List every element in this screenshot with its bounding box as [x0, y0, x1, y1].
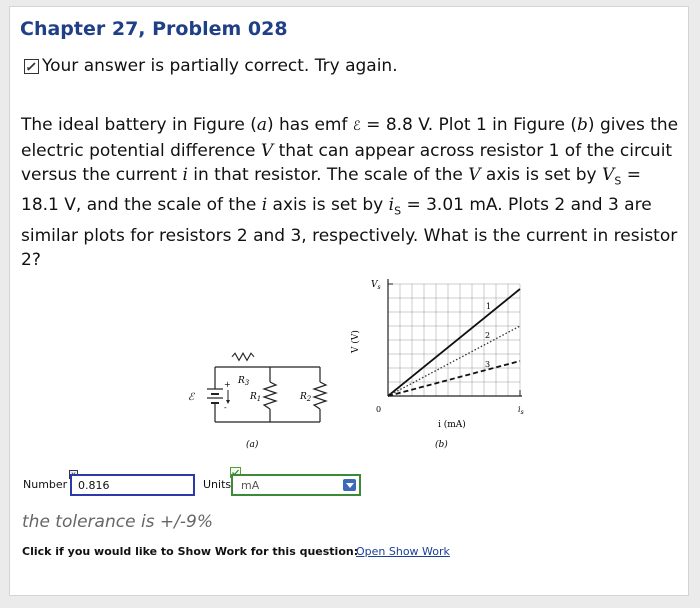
problem-statement: The ideal battery in Figure (a) has emf ℰ = 8.8 V. Plot 1 in Figure (b) gives the electric potential difference V that can appear across resistor 1 of the circuit versus the current i in that resistor. The scale of the V axis is set by $V_S = 18.1$ V, and the scale of the i axis is set by $i_S = 3.01$ mA. Plots 2 and 3 are similar plots for resistors 2 and 3, respectively. What is the current in resistor 2?: [21, 115, 679, 270]
emf-symbol: ℰ: [352, 119, 361, 134]
question-card: [9, 6, 689, 596]
caption-a: (a): [246, 440, 259, 450]
plot-3-line: [388, 361, 520, 396]
number-input[interactable]: [70, 474, 195, 496]
problem-figure: [160, 269, 530, 459]
status-text: Your answer is partially correct. Try again.: [42, 56, 398, 76]
partial-check-icon: [24, 59, 39, 74]
emf-label: ℰ: [188, 392, 195, 403]
caption-b: (b): [435, 440, 448, 450]
plot-2-line: [388, 326, 520, 396]
plus-label: +: [224, 380, 231, 389]
svg-text:R3: $R_3$: [238, 376, 250, 387]
r2-label: R: [300, 392, 307, 402]
open-show-work-link[interactable]: Open Show Work: [356, 545, 450, 558]
svg-text:Vs: $V_s$: [371, 280, 381, 291]
x-scale-label: i: [518, 405, 521, 414]
y-scale-label: V: [371, 280, 378, 290]
x-axis-label: i (mA): [438, 420, 466, 430]
plot-2-label: 2: [485, 331, 491, 340]
plot-3-label: 3: [485, 360, 491, 369]
page-title: Chapter 27, Problem 028: [20, 18, 288, 40]
units-label: Units: [203, 478, 232, 491]
origin-label: 0: [376, 405, 382, 414]
vi-graph: [350, 279, 524, 450]
tolerance-text: the tolerance is +/-9%: [22, 512, 214, 532]
svg-text:is: $i_s$: [518, 405, 524, 416]
show-work-prompt: Click if you would like to Show Work for this question:: [22, 545, 359, 558]
circuit-diagram: [188, 353, 326, 450]
units-select[interactable]: [231, 474, 361, 496]
y-axis-label: V (V): [351, 330, 361, 353]
minus-label: -: [224, 403, 227, 412]
plot-1-line: [388, 289, 520, 396]
dropdown-arrow-icon[interactable]: [343, 479, 356, 491]
svg-text:R1: $R_1$: [250, 392, 262, 403]
r1-label: R: [250, 392, 257, 402]
r3-label: R: [238, 376, 245, 386]
svg-text:R2: $R_2$: [300, 392, 312, 403]
plot-1-label: 1: [486, 302, 492, 311]
units-selected-value: mA: [241, 479, 260, 492]
number-label: Number: [23, 478, 68, 491]
answer-status: [24, 56, 398, 76]
